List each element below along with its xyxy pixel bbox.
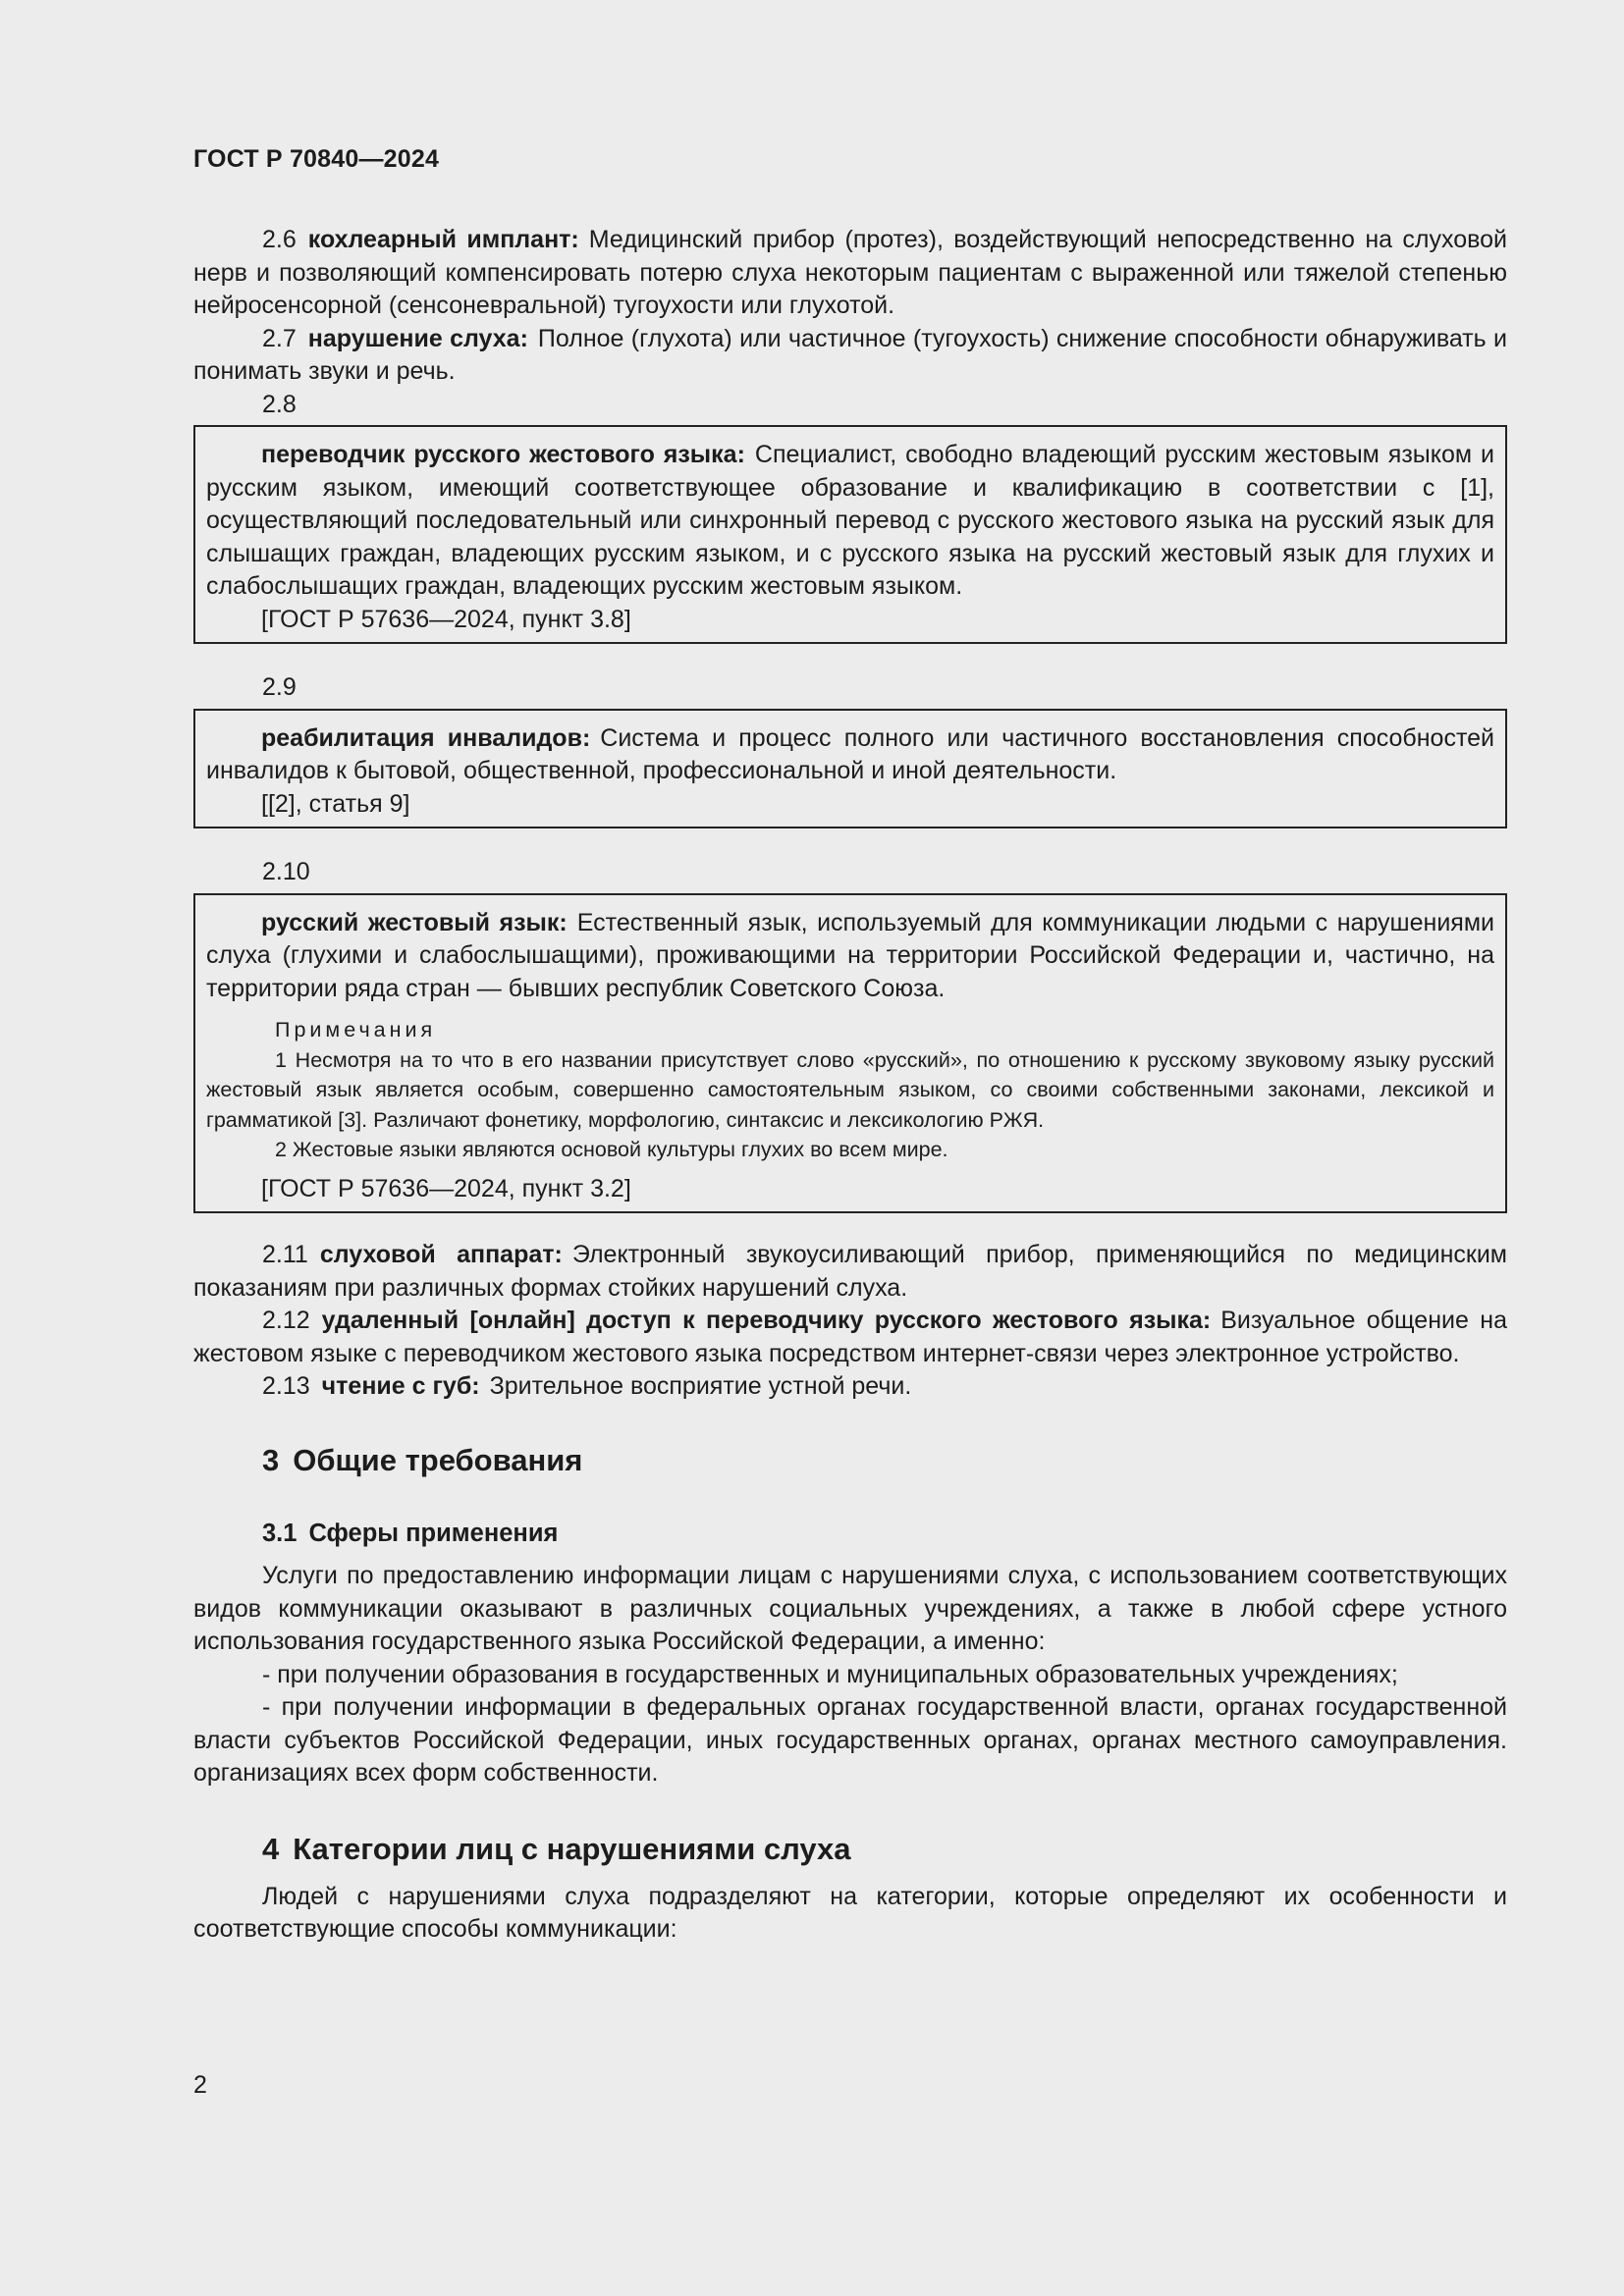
term-source-ref: [ГОСТ Р 57636—2024, пункт 3.2] [261,1174,631,1202]
document-header: ГОСТ Р 70840—2024 [193,145,440,173]
term-source-ref: [ГОСТ Р 57636—2024, пункт 3.8] [261,605,631,633]
term-title: русский жестовый язык: [261,908,568,936]
section-number: 3 [262,1442,280,1477]
term-definition: Зрительное восприятие устной речи. [489,1372,912,1400]
term-definition: Система и процесс полного или частичного восстановления способностей инвалидов к бытовой, общественной, профессиональной и иной деятельности. [206,723,1494,784]
term-definition: Полное (глухота) или частичное (тугоухость) снижение способности обнаруживать и понимать звуки и речь. [193,324,1507,385]
term-number: 2.12 [262,1307,310,1334]
term-box-2-8 [193,425,1507,644]
note-2: 2 Жестовые языки являются основой культуры глухих во всем мире. [275,1138,948,1161]
term-title: реабилитация инвалидов: [261,723,591,752]
section3-intro: Услуги по предоставлению информации лицам с нарушениями слуха, с использованием соответствующих видов коммуникации оказывают в различных социальных учреждениях, а также в любой сфере устного использования государственного языка Российской Федерации, а именно: [193,1562,1507,1655]
subsection-title: Сферы применения [308,1519,559,1547]
term-title: нарушение слуха: [307,324,528,352]
section4-intro: Людей с нарушениями слуха подразделяют на категории, которые определяют их особенности и соответствующие способы коммуникации: [193,1882,1507,1943]
term-2-11 [193,1239,1507,1305]
term-title: переводчик русского жестового языка: [261,441,745,468]
section-title: Общие требования [293,1442,583,1477]
notes-block [206,1015,1494,1165]
term-box-2-9 [193,709,1507,829]
term-definition: Электронный звукоусиливающий прибор, применяющийся по медицинским показаниям при различных формах стойких нарушений слуха. [193,1241,1507,1302]
page-number: 2 [193,2071,207,2099]
term-2-9 [206,722,1494,788]
term-title: удаленный [онлайн] доступ к переводчику русского жестового языка: [321,1307,1212,1334]
document-body [193,224,1507,1947]
term-title: кохлеарный имплант: [307,226,579,253]
term-title: чтение с губ: [321,1372,480,1400]
term-2-12 [193,1305,1507,1370]
term-number: 2.13 [262,1372,310,1400]
section-heading-4 [262,1830,1507,1869]
term-definition: Визуальное общение на жестовом языке с переводчиком жестового языка посредством интернет-связи через электронное устройство. [193,1307,1507,1367]
list-item: - при получении образования в государственных и муниципальных образовательных учреждениях; [262,1660,1398,1688]
term-box-2-10 [193,893,1507,1214]
term-number-2-8: 2.8 [262,390,297,418]
section-number: 4 [262,1831,280,1866]
term-number-2-9: 2.9 [262,673,297,701]
term-2-13 [193,1370,1507,1404]
term-definition: Специалист, свободно владеющий русским жестовым языком и русским языком, имеющий соответствующее образование и квалификацию в соответствии с [1], осуществляющий последовательный или синхронный перевод с русского жестового языка на русский язык для слышащих граждан, владеющих русским языком, и с русского языка на русский жестовый язык для глухих и слабослышащих граждан, владеющих русским жестовым языком. [206,441,1494,600]
list-item: - при получении информации в федеральных органах государственной власти, органах государственной власти субъектов Российской Федерации, иных государственных органах, органах местного самоуправления. организациях всех форм собственности. [193,1693,1507,1787]
term-number: 2.6 [262,226,297,253]
term-definition: Естественный язык, используемый для коммуникации людьми с нарушениями слуха (глухими и слабослышащими), проживающими на территории Российской Федерации и, частично, на территории ряда стран — бывших республик Советского Союза. [206,908,1494,1002]
term-source-ref: [[2], статья 9] [261,789,410,818]
term-number: 2.7 [262,324,297,352]
note-1: 1 Несмотря на то что в его названии присутствует слово «русский», по отношению к русскому звуковому языку русский жестовый язык является особым, совершенно самостоятельным языком, со своими собственными законами, лексикой и грамматикой [3]. Различают фонетику, морфологию, синтаксис и лексикологию РЖЯ. [206,1047,1494,1132]
term-2-8 [206,439,1494,604]
term-2-6 [193,224,1507,323]
term-2-10 [206,907,1494,1006]
notes-title: Примечания [275,1018,437,1041]
term-number-2-10: 2.10 [262,858,310,885]
subsection-number: 3.1 [262,1519,298,1547]
term-2-7 [193,323,1507,389]
term-title: слуховой аппарат: [319,1241,563,1268]
term-number: 2.11 [262,1241,308,1268]
subsection-heading-3-1 [262,1518,1507,1551]
section-title: Категории лиц с нарушениями слуха [293,1831,851,1866]
section-heading-3 [262,1441,1507,1480]
term-definition: Медицинский прибор (протез), воздействующий непосредственно на слуховой нерв и позволяющий компенсировать потерю слуха некоторым пациентам с выраженной или тяжелой степенью нейросенсорной (сенсоневральной) тугоухости или глухотой. [193,226,1507,319]
